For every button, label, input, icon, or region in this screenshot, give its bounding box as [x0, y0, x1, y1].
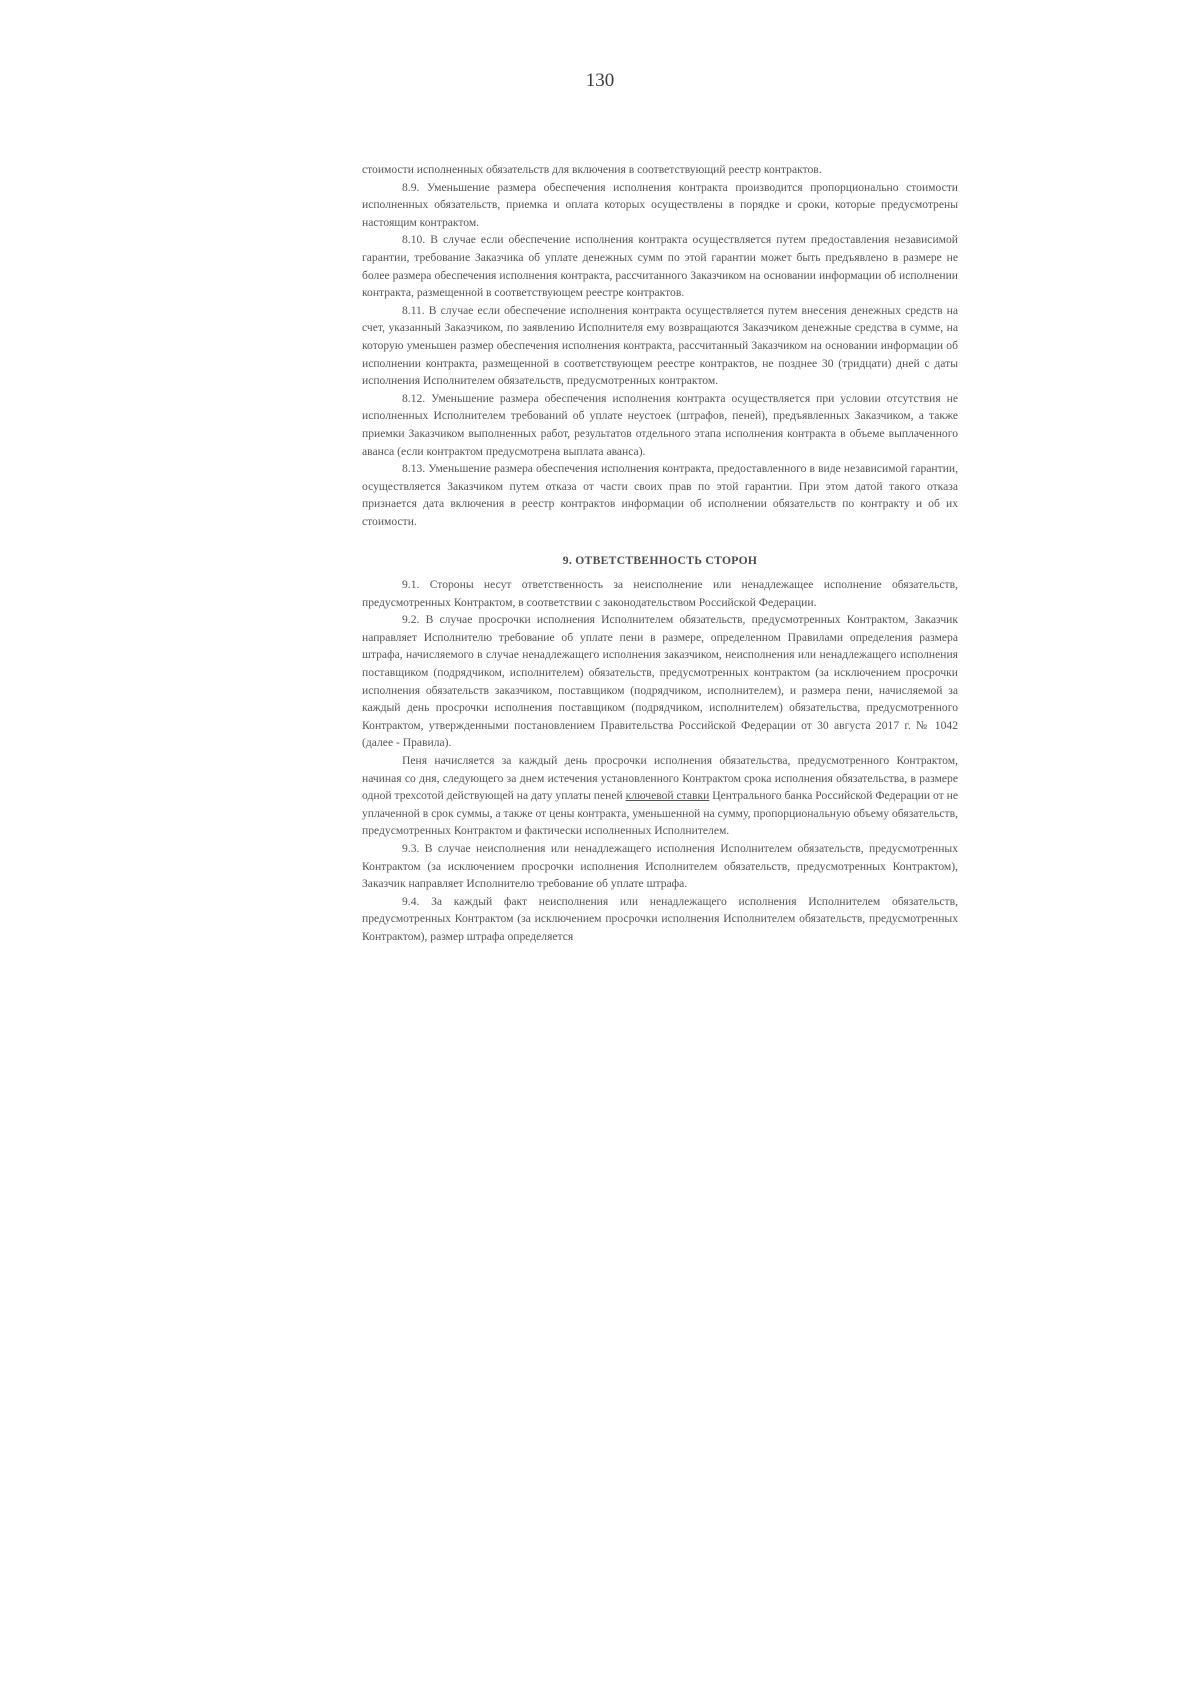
- document-body: [362, 161, 958, 946]
- paragraph-penalty: [362, 752, 958, 840]
- paragraph-8-10: 8.10. В случае если обеспечение исполнения контракта осуществляется путем предоставления независимой гарантии, требование Заказчика об уплате денежных сумм по этой гарантии может быть предъявлено в размере не более размера обеспечения исполнения контракта, рассчитанного Заказчиком на основании информации об исполнении контракта, размещенной в соответствующем реестре контрактов.: [362, 233, 958, 300]
- penalty-text-start: Пеня начисляется за каждый день просрочки исполнения обязательства, предусмотренного Контрактом, начиная со дня, следующего за днем истечения установленного Контрактом срока исполнения обязательства, в размере одной трехсотой действующей на дату уплаты пеней: [362, 754, 958, 803]
- paragraph-9-2: 9.2. В случае просрочки исполнения Исполнителем обязательств, предусмотренных Контрактом, Заказчик направляет Исполнителю требование об уплате пени в размере, определенном Правилами определения размера штрафа, начисляемого в случае ненадлежащего исполнения заказчиком, неисполнения или ненадлежащего исполнения поставщиком (подрядчиком, исполнителем) обязательств, предусмотренных контрактом (за исключением просрочки исполнения обязательств заказчиком, поставщиком (подрядчиком, исполнителем), и размера пени, начисляемой за каждый день просрочки исполнения поставщиком (подрядчиком, исполнителем) обязательства, предусмотренного Контрактом, утвержденными постановлением Правительства Российской Федерации от 30 августа 2017 г. № 1042 (далее - Правила).: [362, 613, 958, 750]
- paragraph-8-12: 8.12. Уменьшение размера обеспечения исполнения контракта осуществляется при условии отсутствия не исполненных Исполнителем требований об уплате неустоек (штрафов, пеней), предъявленных Заказчиком, а также приемки Заказчиком выполненных работ, результатов отдельного этапа исполнения контракта в объеме выплаченного аванса (если контрактом предусмотрена выплата аванса).: [362, 391, 958, 458]
- paragraph-8-9: 8.9. Уменьшение размера обеспечения исполнения контракта производится пропорционально стоимости исполненных обязательств, приемка и оплата которых осуществлены в порядке и сроки, которые предусмотрены настоящим контрактом.: [362, 180, 958, 229]
- paragraph-8-13: 8.13. Уменьшение размера обеспечения исполнения контракта, предоставленного в виде независимой гарантии, осуществляется Заказчиком путем отказа от части своих прав по этой гарантии. При этом датой такого отказа признается дата включения в реестр контрактов информации об исполнении обязательств по контракту и об их стоимости.: [362, 462, 958, 528]
- paragraph-8-11: 8.11. В случае если обеспечение исполнения контракта осуществляется путем внесения денежных средств на счет, указанный Заказчиком, по заявлению Исполнителя ему возвращаются Заказчиком денежные средства в сумме, на которую уменьшен размер обеспечения исполнения контракта, рассчитанный Заказчиком на основании информации об исполнении контракта, размещенной в соответствующем реестре контрактов, не позднее 30 (тридцати) дней с даты исполнения Исполнителем обязательств, предусмотренных контрактом.: [362, 303, 958, 388]
- key-rate-link[interactable]: ключевой ставки: [625, 789, 710, 803]
- paragraph-9-1: 9.1. Стороны несут ответственность за неисполнение или ненадлежащее исполнение обязательств, предусмотренных Контрактом, в соответствии с законодательством Российской Федерации.: [362, 578, 958, 609]
- section-heading: 9. ОТВЕТСТВЕННОСТЬ СТОРОН: [562, 554, 758, 568]
- paragraph-9-4: 9.4. За каждый факт неисполнения или ненадлежащего исполнения Исполнителем обязательств, предусмотренных Контрактом (за исключением просрочки исполнения Исполнителем обязательств, предусмотренных Контрактом), размер штрафа определяется: [362, 894, 958, 943]
- page-number: 130: [585, 70, 615, 91]
- paragraph-9-3: 9.3. В случае неисполнения или ненадлежащего исполнения Исполнителем обязательств, предусмотренных Контрактом (за исключением просрочки исполнения Исполнителем обязательств, предусмотренных Контрактом), Заказчик направляет Исполнителю требование об уплате штрафа.: [362, 841, 958, 891]
- penalty-text-end: Центрального банка Российской Федерации от не уплаченной в срок суммы, а также от цены контракта, уменьшенной на сумму, пропорциональную объему обязательств, предусмотренных Контрактом и фактически исполненных Исполнителем.: [362, 789, 958, 838]
- paragraph-8-8-continuation: стоимости исполненных обязательств для включения в соответствующий реестр контрактов.: [362, 163, 822, 176]
